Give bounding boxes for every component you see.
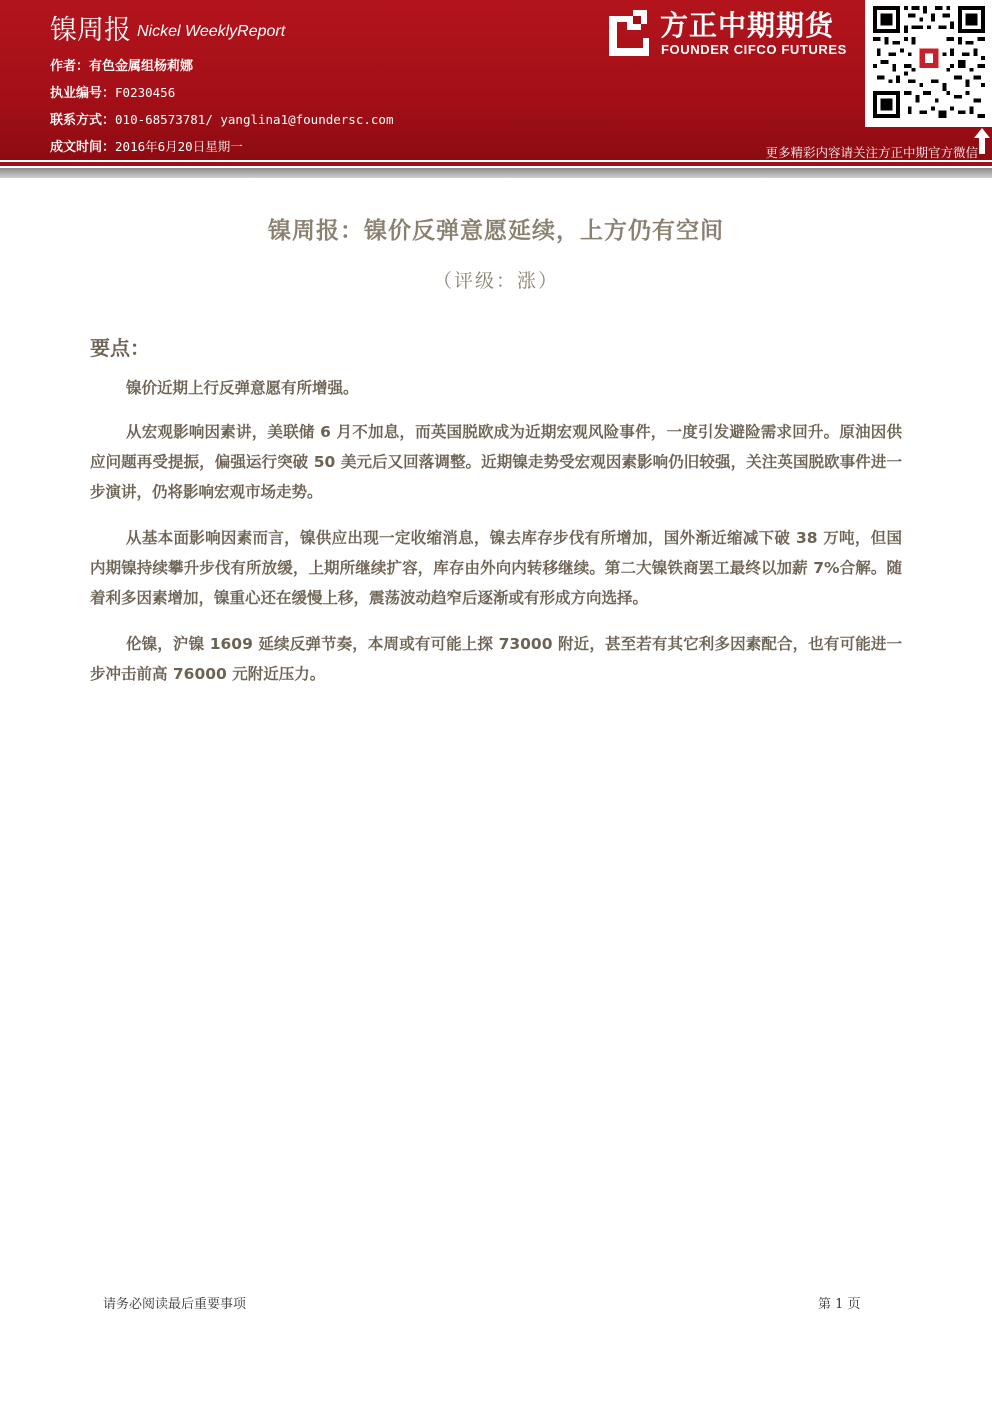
document-title: 镍周报：镍价反弹意愿延续，上方仍有空间 bbox=[268, 217, 724, 244]
meta-license-label: 执业编号： bbox=[50, 86, 116, 101]
header-divider-red bbox=[0, 162, 992, 166]
report-title-en: Nickel WeeklyReport bbox=[137, 23, 286, 40]
rating-label: （评级：涨） bbox=[432, 270, 559, 292]
meta-license bbox=[50, 80, 393, 107]
header-divider-grey bbox=[0, 168, 992, 178]
report-title-cn: 镍周报 bbox=[50, 15, 131, 46]
key-points-body bbox=[90, 373, 902, 705]
founder-logo-icon bbox=[603, 8, 651, 58]
meta-date-label: 成文时间： bbox=[50, 140, 116, 155]
meta-date bbox=[50, 134, 393, 161]
meta-license-value: F0230456 bbox=[115, 85, 176, 100]
meta-contact-label: 联系方式： bbox=[50, 113, 116, 128]
meta-author-label: 作者： bbox=[50, 59, 90, 74]
meta-author-value: 有色金属组杨莉娜 bbox=[89, 59, 194, 74]
meta-contact-value[interactable]: 010-68573781/ yanglina1@foundersc.com bbox=[115, 112, 394, 127]
page-number: 第 1 页 bbox=[818, 1297, 861, 1312]
meta-author bbox=[50, 54, 393, 80]
meta-date-value: 2016年6月20日星期一 bbox=[115, 139, 243, 154]
header-banner bbox=[0, 0, 992, 160]
paragraph-macro: 从宏观影响因素讲，美联储 6 月不加息，而英国脱欧成为近期宏观风险事件，一度引发避险需求回升。原油因供应问题再受提振，偏强运行突破 50 美元后又回落调整。近期镍走势受宏观因素影响仍旧较强，关注英国脱欧事件进一步演讲，仍将影响宏观市场走势。 bbox=[90, 423, 902, 501]
key-points-heading: 要点： bbox=[90, 336, 150, 360]
paragraph-fundamentals: 从基本面影响因素而言，镍供应出现一定收缩消息，镍去库存步伐有所增加，国外渐近缩减下破 38 万吨，但国内期镍持续攀升步伐有所放缓，上期所继续扩容，库存由外向内转移继续。第二大镍铁商罢工最终以加薪 7%合解。随着利多因素增加，镍重心还在缓慢上移，震荡波动趋窄后逐渐或有形成方向选择。 bbox=[90, 529, 902, 607]
qr-code-icon bbox=[873, 6, 985, 118]
meta-contact bbox=[50, 107, 393, 134]
wechat-qr-code[interactable] bbox=[865, 0, 992, 127]
footer-notice: 请务必阅读最后重要事项 bbox=[103, 1297, 247, 1312]
logo-text-cn: 方正中期期货 bbox=[660, 9, 835, 42]
up-arrow-icon bbox=[974, 128, 990, 154]
report-title bbox=[50, 8, 285, 47]
company-logo bbox=[603, 6, 858, 60]
wechat-follow-text: 更多精彩内容请关注方正中期官方微信 bbox=[765, 145, 978, 160]
logo-text-en: FOUNDER CIFCO FUTURES bbox=[661, 42, 847, 57]
author-meta bbox=[50, 54, 393, 161]
paragraph-outlook: 伦镍，沪镍 1609 延续反弹节奏，本周或有可能上探 73000 附近，甚至若有其它利多因素配合，也有可能进一步冲击前高 76000 元附近压力。 bbox=[90, 635, 902, 683]
paragraph-summary: 镍价近期上行反弹意愿有所增强。 bbox=[126, 379, 359, 397]
